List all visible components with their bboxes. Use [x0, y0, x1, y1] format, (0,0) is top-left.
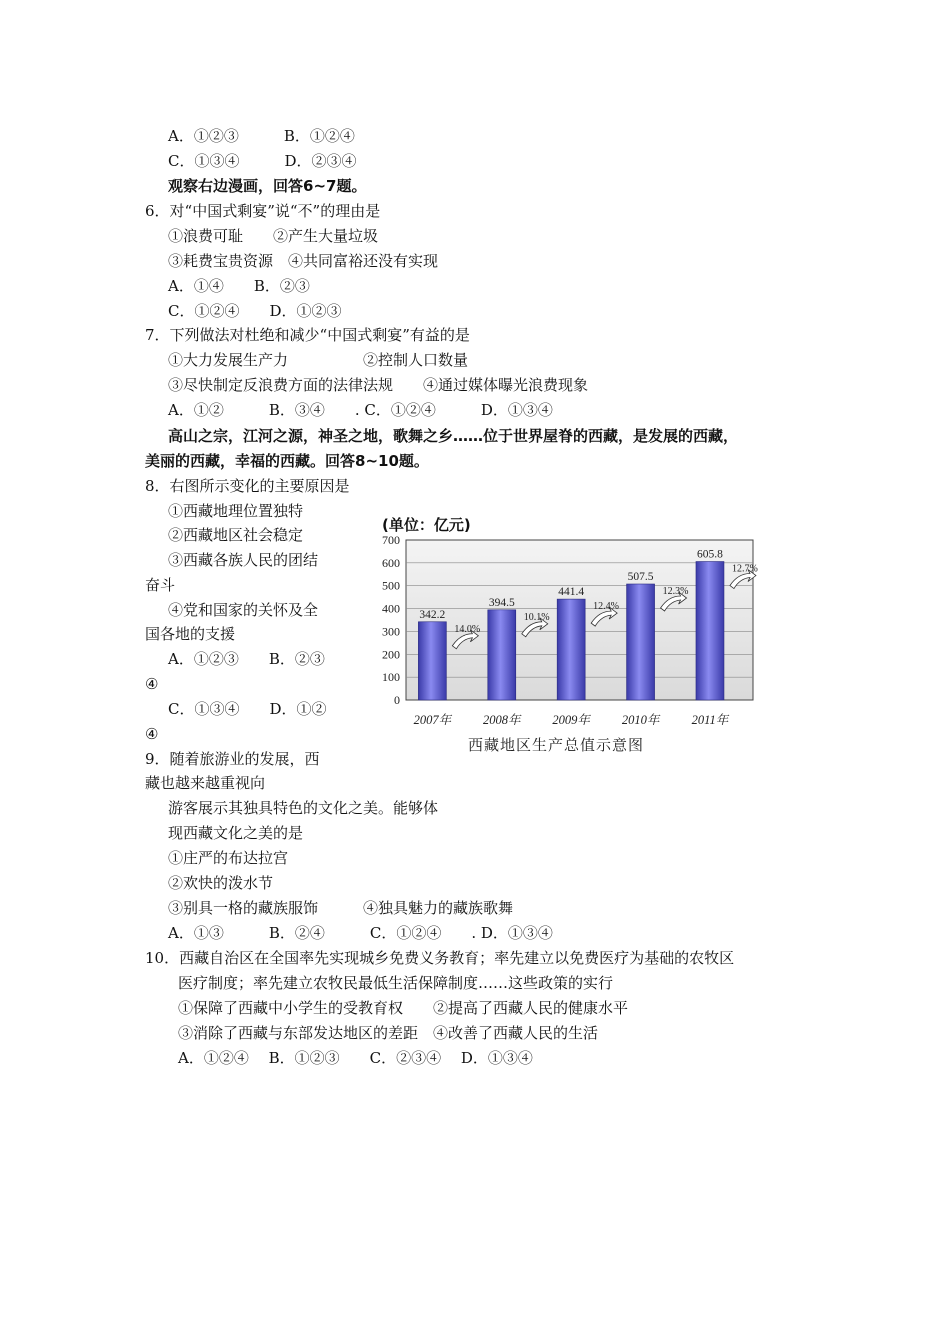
text-line: 藏也越来越重视向	[145, 774, 266, 792]
x-category-label: 2011年	[691, 713, 729, 727]
chart-title: (单位：亿元)	[382, 516, 471, 534]
text-line: 10．西藏自治区在全国率先实现城乡免费义务教育；率先建立以免费医疗为基础的农牧区	[145, 949, 735, 967]
text-line: ④	[145, 725, 159, 743]
bar	[696, 562, 724, 700]
text-line: ④党和国家的关怀及全	[168, 601, 319, 619]
text-line: ①西藏地理位置独特	[168, 502, 304, 520]
y-tick-label: 300	[382, 624, 400, 639]
text-line: 高山之宗，江河之源，神圣之地，歌舞之乡……位于世界屋脊的西藏，是发展的西藏，	[168, 427, 739, 445]
x-category-label: 2010年	[621, 713, 660, 727]
text-line: 观察右边漫画，回答6~7题。	[168, 177, 367, 195]
text-line: ③尽快制定反浪费方面的法律法规 ④通过媒体曝光浪费现象	[168, 376, 589, 394]
text-line: C．①③④ D．②③④	[168, 152, 357, 170]
text-line: A．①③ B．②④ C．①②④ . D．①③④	[168, 924, 553, 942]
text-line: ①大力发展生产力 ②控制人口数量	[168, 351, 469, 369]
text-line: 9．随着旅游业的发展，西	[145, 750, 320, 768]
text-line: 7．下列做法对杜绝和减少“中国式剩宴”有益的是	[145, 326, 470, 344]
text-line: ①保障了西藏中小学生的受教育权 ②提高了西藏人民的健康水平	[178, 999, 629, 1017]
bar	[488, 610, 516, 700]
y-tick-label: 500	[382, 578, 400, 593]
text-line: A．①②③ B．①②④	[168, 127, 355, 145]
text-line: 医疗制度；率先建立农牧民最低生活保障制度……这些政策的实行	[178, 974, 614, 992]
x-category-label: 2007年	[413, 713, 452, 727]
bar-value-label: 507.5	[627, 571, 654, 583]
text-line: 奋斗	[145, 576, 176, 594]
y-tick-label: 700	[382, 533, 400, 547]
text-line: C．①②④ D．①②③	[168, 302, 342, 320]
text-line: ②西藏地区社会稳定	[168, 526, 304, 544]
text-line: 游客展示其独具特色的文化之美。能够体	[168, 799, 439, 817]
x-category-label: 2008年	[483, 713, 521, 727]
growth-label: 10.1%	[523, 611, 550, 623]
text-line: ①庄严的布达拉宫	[168, 849, 289, 867]
text-line: ③西藏各族人民的团结	[168, 551, 319, 569]
text-line: ③别具一格的藏族服饰 ④独具魅力的藏族歌舞	[168, 899, 514, 917]
text-line: 6．对“中国式剩宴”说“不”的理由是	[145, 202, 381, 220]
gdp-bar-chart	[368, 512, 768, 764]
y-tick-label: 400	[382, 601, 400, 616]
text-line: A．①②③ B．②③	[168, 650, 325, 668]
y-tick-label: 100	[382, 670, 400, 685]
bar-value-label: 394.5	[488, 596, 515, 609]
bar	[557, 599, 585, 700]
text-line: ③消除了西藏与东部发达地区的差距 ④改善了西藏人民的生活	[178, 1024, 599, 1042]
growth-label: 12.7%	[731, 563, 758, 575]
text-line: 8．右图所示变化的主要原因是	[145, 477, 350, 495]
text-line: ①浪费可耻 ②产生大量垃圾	[168, 227, 379, 245]
chart-caption: 西藏地区生产总值示意图	[468, 736, 645, 754]
growth-label: 12.3%	[662, 586, 689, 597]
text-line: A．①④ B．②③	[168, 277, 310, 295]
growth-label: 14.0%	[454, 623, 481, 635]
text-line: C．①③④ D．①②	[168, 700, 327, 718]
text-line: ③耗费宝贵资源 ④共同富裕还没有实现	[168, 252, 439, 270]
bar-value-label: 342.2	[419, 608, 446, 621]
growth-label: 12.4%	[593, 601, 620, 613]
text-line: ④	[145, 675, 159, 693]
text-line: 国各地的支援	[145, 625, 236, 643]
bar-value-label: 441.4	[558, 586, 585, 599]
gdp-chart-svg	[368, 512, 768, 764]
bar	[418, 622, 446, 700]
text-line: 美丽的西藏，幸福的西藏。回答8~10题。	[145, 452, 429, 470]
y-tick-label: 0	[394, 693, 400, 707]
text-line: A．①② B．③④ . C．①②④ D．①③④	[168, 401, 553, 419]
text-line: 现西藏文化之美的是	[168, 824, 304, 842]
text-line: A．①②④ B．①②③ C．②③④ D．①③④	[178, 1049, 533, 1067]
y-tick-label: 600	[382, 555, 400, 570]
y-tick-label: 200	[382, 647, 400, 662]
text-line: ②欢快的泼水节	[168, 874, 274, 892]
x-category-label: 2009年	[552, 713, 590, 727]
bar-value-label: 605.8	[697, 548, 723, 561]
bar	[627, 584, 655, 700]
